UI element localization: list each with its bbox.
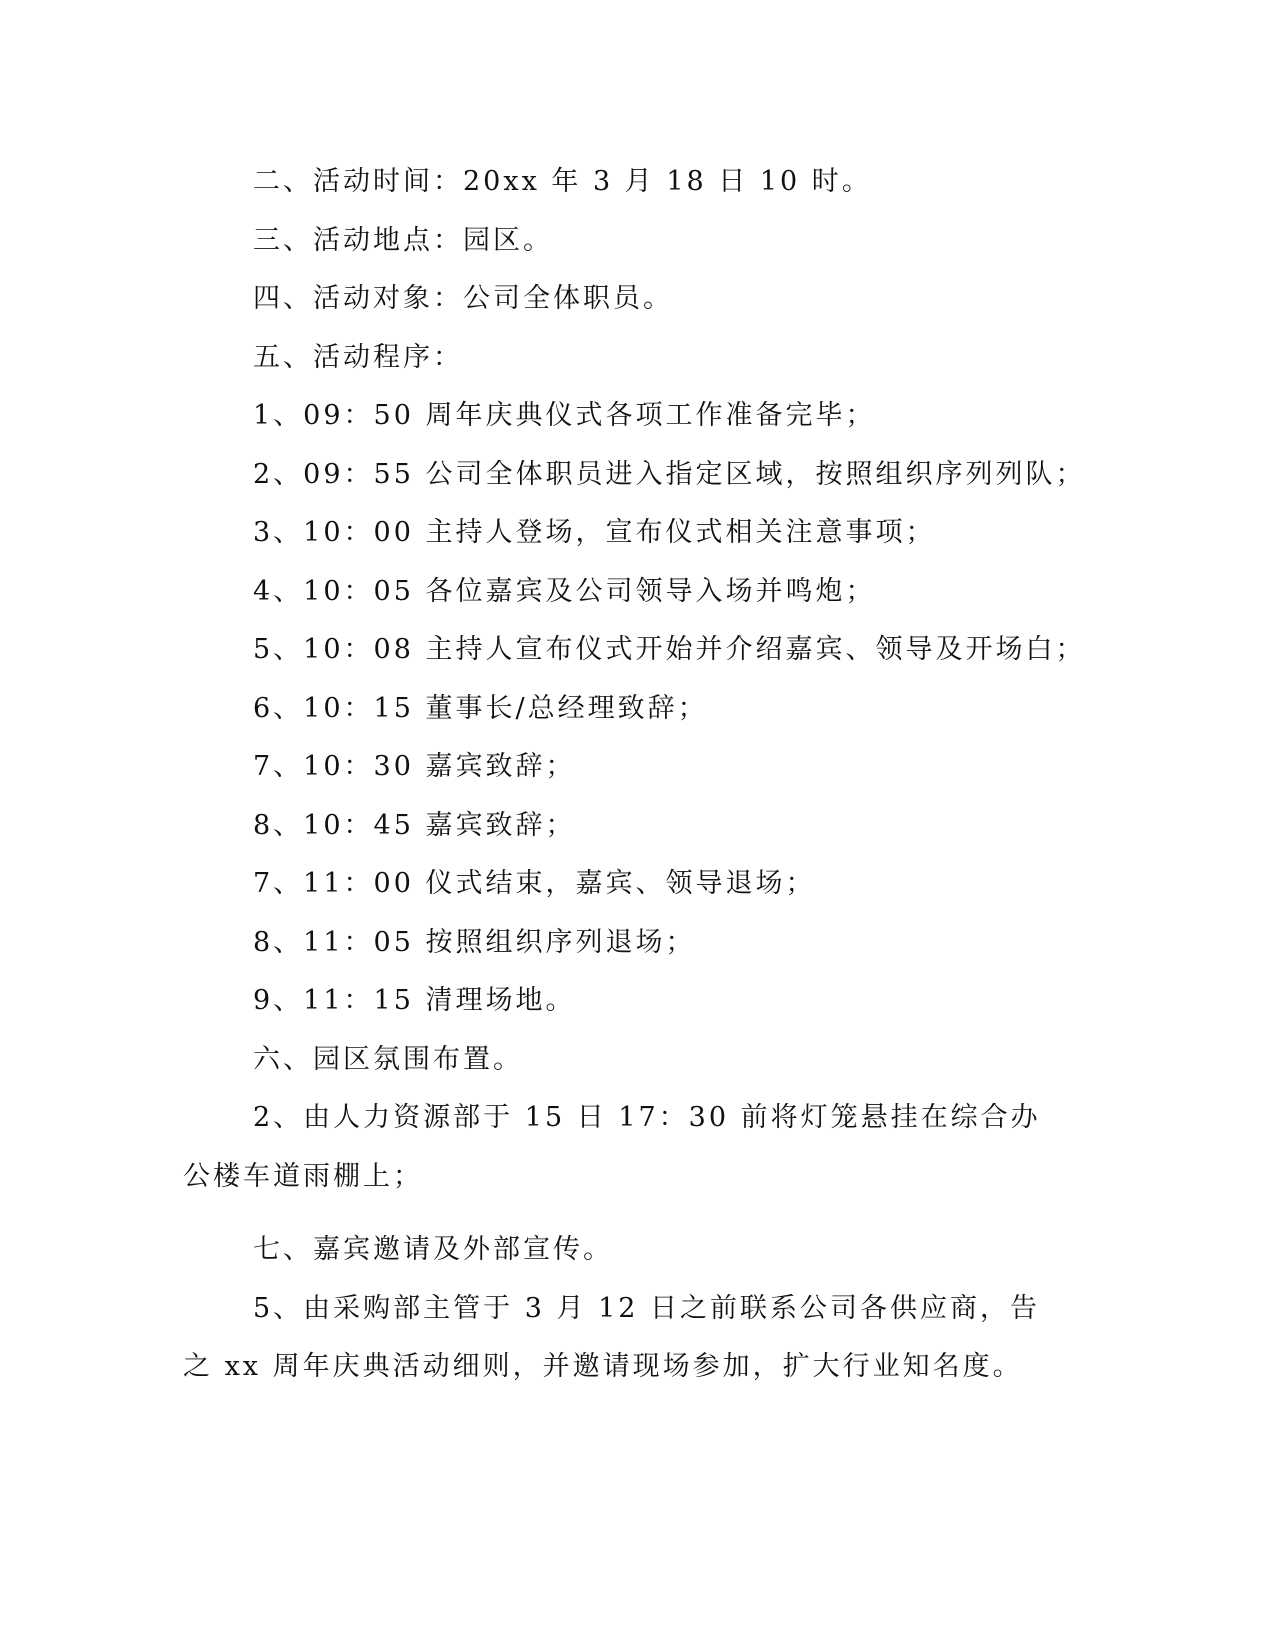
line-activity-audience: 四、活动对象：公司全体职员。 [253, 283, 673, 314]
program-item: 8、10：45 嘉宾致辞； [253, 809, 576, 841]
line-guests-heading: 七、嘉宾邀请及外部宣传。 [253, 1234, 613, 1265]
program-item: 2、09：55 公司全体职员进入指定区域，按照组织序列列队； [253, 458, 1086, 490]
program-item: 5、10：08 主持人宣布仪式开始并介绍嘉宾、领导及开场白； [253, 634, 1086, 665]
line-activity-location: 三、活动地点：园区。 [253, 224, 553, 256]
line-activity-time: 二、活动时间：20xx 年 3 月 18 日 10 时。 [253, 166, 872, 197]
program-item: 9、11：15 清理场地。 [253, 985, 576, 1016]
paragraph-suppliers: 5、由采购部主管于 3 月 12 日之前联系公司各供应商，告之 xx 周年庆典活动细则，并邀请现场参加，扩大行业知名度。 [183, 1292, 1041, 1382]
program-item: 3、10：00 主持人登场，宣布仪式相关注意事项； [253, 517, 936, 548]
program-item: 6、10：15 董事长/总经理致辞； [253, 692, 708, 724]
paragraph-lanterns: 2、由人力资源部于 15 日 17：30 前将灯笼悬挂在综合办公楼车道雨棚上； [183, 1102, 1041, 1192]
document-body [183, 160, 1086, 1419]
program-item: 1、09：50 周年庆典仪式各项工作准备完毕； [253, 400, 876, 431]
program-item: 4、10：05 各位嘉宾及公司领导入场并鸣炮； [253, 575, 876, 607]
program-item: 7、11：00 仪式结束，嘉宾、领导退场； [253, 868, 816, 899]
line-atmosphere-heading: 六、园区氛围布置。 [253, 1043, 523, 1075]
line-activity-program-heading: 五、活动程序： [253, 341, 463, 373]
program-item: 8、11：05 按照组织序列退场； [253, 926, 696, 958]
program-item: 7、10：30 嘉宾致辞； [253, 751, 576, 782]
